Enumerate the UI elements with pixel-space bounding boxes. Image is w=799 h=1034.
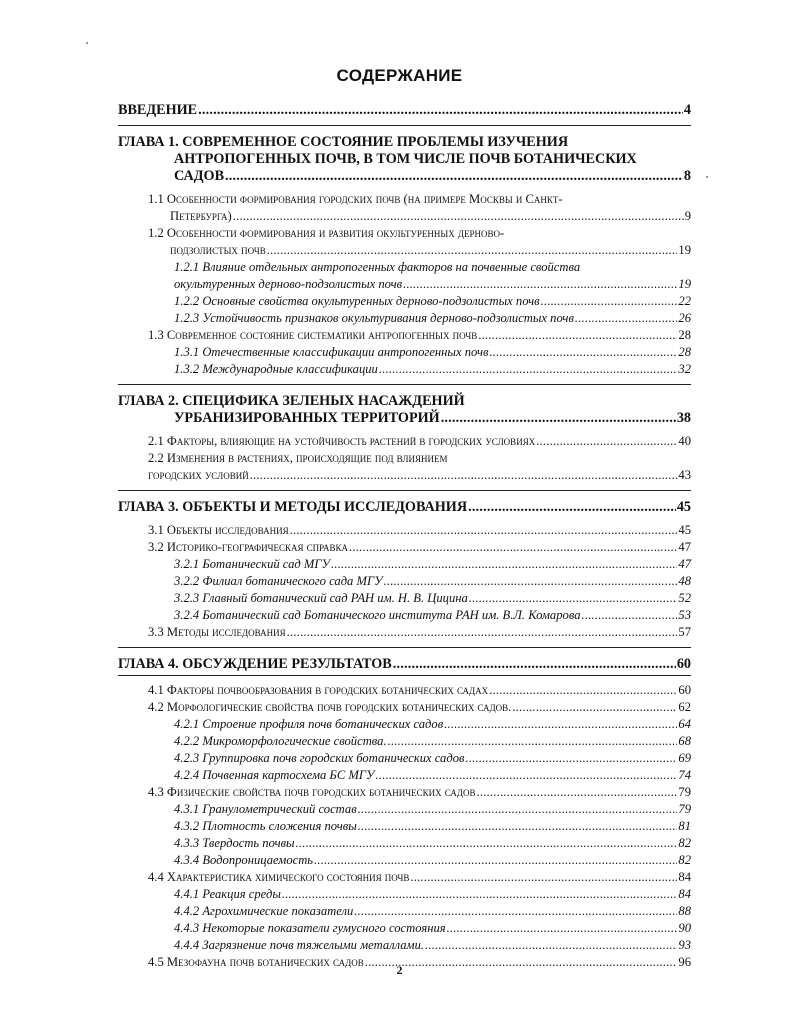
toc-page-number: 48 — [678, 574, 691, 588]
toc-entry-text: 4.4.2 Агрохимические показатели — [174, 904, 354, 918]
toc-entry-text: 4.2 Морфологические свойства почв городских ботанических садов. — [148, 700, 512, 714]
toc-subsection-1-2-1[interactable] — [118, 259, 691, 293]
chapter-title-line: САДОВ — [174, 168, 225, 184]
leader-dots — [541, 293, 678, 310]
toc-page-number: 57 — [678, 625, 691, 639]
toc-entry-text: 1.3.2 Международные классификации — [174, 362, 378, 376]
toc-chapter-4[interactable] — [118, 656, 691, 673]
toc-page-number: 53 — [678, 608, 691, 622]
leader-dots — [250, 467, 678, 484]
leader-dots — [425, 937, 677, 954]
leader-dots — [314, 852, 677, 869]
toc-subsection-4-2-4[interactable] — [174, 767, 691, 784]
toc-page-number: 90 — [678, 921, 691, 935]
toc-entry-text: 4.3.1 Гранулометрический состав — [174, 802, 357, 816]
toc-page-number: 82 — [678, 836, 691, 850]
toc-subsection-1-3-2[interactable] — [174, 361, 691, 378]
toc-page-number: 19 — [678, 277, 691, 291]
chapter-title-line: ГЛАВА 2. СПЕЦИФИКА ЗЕЛЕНЫХ НАСАЖДЕНИЙ — [118, 393, 465, 409]
leader-dots — [410, 869, 677, 886]
leader-dots — [376, 767, 678, 784]
toc-chapter-3-block — [118, 499, 691, 648]
toc-intro-block — [118, 102, 691, 126]
leader-dots — [267, 242, 678, 259]
leader-dots — [512, 699, 677, 716]
toc-subsection-4-2-3[interactable] — [174, 750, 691, 767]
leader-dots — [358, 801, 678, 818]
toc-subsection-1-2-3[interactable] — [174, 310, 691, 327]
toc-section-3-3[interactable] — [148, 624, 691, 641]
leader-dots — [379, 361, 678, 378]
leader-dots — [469, 590, 678, 607]
toc-entry-text: ВВЕДЕНИЕ — [118, 102, 198, 118]
chapter-title-line: УРБАНИЗИРОВАННЫХ ТЕРРИТОРИЙ — [174, 410, 440, 426]
toc-section-4-3[interactable] — [148, 784, 691, 801]
toc-page-number: 4 — [683, 102, 691, 118]
scan-speck — [86, 42, 88, 44]
toc-section-3-2[interactable] — [148, 539, 691, 556]
toc-page-number: 84 — [678, 887, 691, 901]
toc-entry-text: 3.2.3 Главный ботанический сад РАН им. Н. В. Цицина — [174, 591, 468, 605]
toc-section-3-1[interactable] — [148, 522, 691, 539]
toc-section-4-1[interactable] — [148, 682, 691, 699]
toc-page-number: 22 — [678, 294, 691, 308]
leader-dots — [468, 499, 676, 516]
toc-entry-text: 3.3 Методы исследования — [148, 625, 286, 639]
page-title: СОДЕРЖАНИЕ — [336, 66, 463, 85]
leader-dots — [290, 522, 678, 539]
leader-dots — [388, 733, 678, 750]
leader-dots — [287, 624, 678, 641]
toc-page-number: 79 — [678, 802, 691, 816]
toc-subsection-3-2-1[interactable] — [174, 556, 691, 573]
leader-dots — [384, 573, 678, 590]
toc-subsection-4-3-2[interactable] — [174, 818, 691, 835]
leader-dots — [296, 835, 678, 852]
chapter-title-line: АНТРОПОГЕННЫХ ПОЧВ, В ТОМ ЧИСЛЕ ПОЧВ БОТАНИЧЕСКИХ — [174, 151, 637, 167]
toc-subsection-4-4-2[interactable] — [174, 903, 691, 920]
toc-page-number: 47 — [678, 540, 691, 554]
toc-entry-text: 4.4.1 Реакция среды — [174, 887, 281, 901]
toc-entry-text: 4.3.2 Плотность сложения почвы — [174, 819, 357, 833]
toc-entry-text: 1.3.1 Отечественные классификации антропогенных почв — [174, 345, 489, 359]
leader-dots — [575, 310, 677, 327]
toc-page-number: 45 — [678, 523, 691, 537]
leader-dots — [393, 656, 676, 673]
toc-page-number: 62 — [678, 700, 691, 714]
toc-page-number: 45 — [676, 499, 691, 515]
toc-subsection-4-4-4[interactable] — [174, 937, 691, 954]
leader-dots — [582, 607, 678, 624]
toc-subsection-4-4-1[interactable] — [174, 886, 691, 903]
toc-section-2-2[interactable] — [118, 450, 691, 484]
toc-page-number: 28 — [678, 328, 691, 342]
leader-dots — [536, 433, 677, 450]
leader-dots — [403, 276, 677, 293]
leader-dots — [489, 682, 677, 699]
toc-section-1-3[interactable] — [148, 327, 691, 344]
toc-subsection-3-2-4[interactable] — [174, 607, 691, 624]
chapter-title-line: ГЛАВА 1. СОВРЕМЕННОЕ СОСТОЯНИЕ ПРОБЛЕМЫ ИЗУЧЕНИЯ — [118, 134, 569, 150]
toc-entry-text: 4.3.4 Водопроницаемость — [174, 853, 314, 867]
toc-entry-text: 4.3 Физические свойства почв городских ботанических садов — [148, 785, 476, 799]
leader-dots — [198, 102, 683, 119]
toc-entry-text: 3.1 Объекты исследования — [148, 523, 289, 537]
toc-entry-text: 4.4.4 Загрязнение почв тяжелыми металлами. — [174, 938, 425, 952]
toc-entry-text: 4.4 Характеристика химического состояния почв — [148, 870, 410, 884]
toc-section-2-1[interactable] — [148, 433, 691, 450]
toc-entry-text: 3.2.2 Филиал ботанического сада МГУ — [174, 574, 383, 588]
toc-page-number: 8 — [683, 168, 691, 184]
leader-dots — [478, 327, 677, 344]
toc-entry-text: 4.2.4 Почвенная картосхема БС МГУ — [174, 768, 375, 782]
chapter-title-line: ГЛАВА 4. ОБСУЖДЕНИЕ РЕЗУЛЬТАТОВ — [118, 656, 392, 672]
toc-subsection-4-4-3[interactable] — [174, 920, 691, 937]
toc-entry-text: 1.2.2 Основные свойства окультуренных дерново-подзолистых почв — [174, 294, 540, 308]
toc-chapter-1[interactable] — [118, 134, 691, 185]
toc-entry-text: 4.2.1 Строение профиля почв ботанических садов — [174, 717, 444, 731]
scan-speck — [706, 176, 708, 178]
toc-page-number: 40 — [678, 434, 691, 448]
toc-page-number: 47 — [678, 557, 691, 571]
toc-page-number: 64 — [678, 717, 691, 731]
toc-chapter-3[interactable] — [118, 499, 691, 516]
leader-dots — [489, 344, 677, 361]
leader-dots — [465, 750, 677, 767]
leader-dots — [331, 556, 677, 573]
toc-subsection-4-2-1[interactable] — [174, 716, 691, 733]
toc-subsection-4-2-2[interactable] — [174, 733, 691, 750]
toc-page-number: 79 — [678, 785, 691, 799]
toc-entry-text: 4.4.3 Некоторые показатели гумусного состояния — [174, 921, 446, 935]
toc-page-number: 93 — [678, 938, 691, 952]
toc-page-number: 9 — [684, 209, 691, 223]
table-of-contents — [118, 102, 691, 971]
toc-entry-text: 4.5 Мезофауна почв ботанических садов — [148, 955, 364, 969]
toc-entry-text: 1.2.3 Устойчивость признаков окультуривания дерново-подзолистых почв — [174, 311, 574, 325]
toc-entry-text: 1.3 Современное состояние систематики антропогенных почв — [148, 328, 478, 342]
toc-entry-text: 4.1 Факторы почвообразования в городских ботанических садах — [148, 683, 489, 697]
toc-chapter-2[interactable] — [118, 393, 691, 427]
page-number: 2 — [396, 963, 403, 977]
leader-dots — [282, 886, 678, 903]
toc-entry-text: 1.1 Особенности формирования городских почв (на примере Москвы и Санкт- — [148, 192, 563, 206]
toc-section-1-1[interactable] — [118, 191, 691, 225]
toc-entry-text: Петербурга) — [170, 209, 232, 223]
toc-entry-intro[interactable] — [118, 102, 691, 119]
toc-page-number: 26 — [678, 311, 691, 325]
toc-section-1-2[interactable] — [118, 225, 691, 259]
leader-dots — [447, 920, 678, 937]
toc-subsection-4-3-3[interactable] — [174, 835, 691, 852]
leader-dots — [349, 539, 677, 556]
leader-dots — [225, 168, 683, 185]
leader-dots — [477, 784, 678, 801]
toc-entry-text: 1.2 Особенности формирования и развития окультуренных дерново- — [148, 226, 505, 240]
toc-entry-text: 4.2.3 Группировка почв городских ботанических садов — [174, 751, 465, 765]
toc-page-number: 69 — [678, 751, 691, 765]
toc-chapter-2-block — [118, 393, 691, 491]
toc-entry-text: 2.2 Изменения в растениях, происходящие под влиянием — [148, 451, 448, 465]
toc-entry-text: 4.3.3 Твердость почвы — [174, 836, 295, 850]
toc-subsection-1-2-2[interactable] — [174, 293, 691, 310]
toc-entry-text: подзолистых почв — [170, 243, 266, 257]
toc-entry-text: окультуренных дерново-подзолистых почв — [174, 277, 403, 291]
toc-section-4-4[interactable] — [148, 869, 691, 886]
toc-subsection-4-3-1[interactable] — [174, 801, 691, 818]
toc-page-number: 88 — [678, 904, 691, 918]
toc-subsection-1-3-1[interactable] — [174, 344, 691, 361]
toc-page-number: 74 — [678, 768, 691, 782]
toc-entry-text: 2.1 Факторы, влияющие на устойчивость растений в городских условиях — [148, 434, 536, 448]
leader-dots — [233, 208, 684, 225]
toc-page-number: 84 — [678, 870, 691, 884]
leader-dots — [444, 716, 677, 733]
toc-entry-text: 3.2.1 Ботанический сад МГУ — [174, 557, 331, 571]
toc-page-number: 52 — [678, 591, 691, 605]
toc-page-number: 96 — [678, 955, 691, 969]
toc-page-number: 32 — [678, 362, 691, 376]
toc-page-number: 38 — [676, 410, 691, 426]
leader-dots — [358, 818, 678, 835]
toc-page-number: 43 — [678, 468, 691, 482]
toc-page-number: 60 — [676, 656, 691, 672]
chapter-title-line: ГЛАВА 3. ОБЪЕКТЫ И МЕТОДЫ ИССЛЕДОВАНИЯ — [118, 499, 468, 515]
toc-page-number: 81 — [678, 819, 691, 833]
leader-dots — [441, 410, 676, 427]
toc-entry-text: 4.2.2 Микроморфологические свойства. — [174, 734, 387, 748]
toc-page-number: 82 — [678, 853, 691, 867]
toc-page-number: 60 — [678, 683, 691, 697]
toc-page-number: 19 — [678, 243, 691, 257]
toc-section-4-2[interactable] — [148, 699, 691, 716]
leader-dots — [354, 903, 677, 920]
toc-entry-text: городских условий — [148, 468, 249, 482]
toc-chapter-4-block — [118, 656, 691, 676]
toc-page-number: 68 — [678, 734, 691, 748]
toc-chapter-1-block — [118, 134, 691, 385]
toc-page-number: 28 — [678, 345, 691, 359]
toc-entry-text: 3.2 Историко-географическая справка — [148, 540, 349, 554]
toc-subsection-3-2-3[interactable] — [174, 590, 691, 607]
toc-entry-text: 1.2.1 Влияние отдельных антропогенных факторов на почвенные свойства — [174, 260, 581, 274]
toc-entry-text: 3.2.4 Ботанический сад Ботанического института РАН им. В.Л. Комарова — [174, 608, 581, 622]
toc-subsection-3-2-2[interactable] — [174, 573, 691, 590]
toc-subsection-4-3-4[interactable] — [174, 852, 691, 869]
